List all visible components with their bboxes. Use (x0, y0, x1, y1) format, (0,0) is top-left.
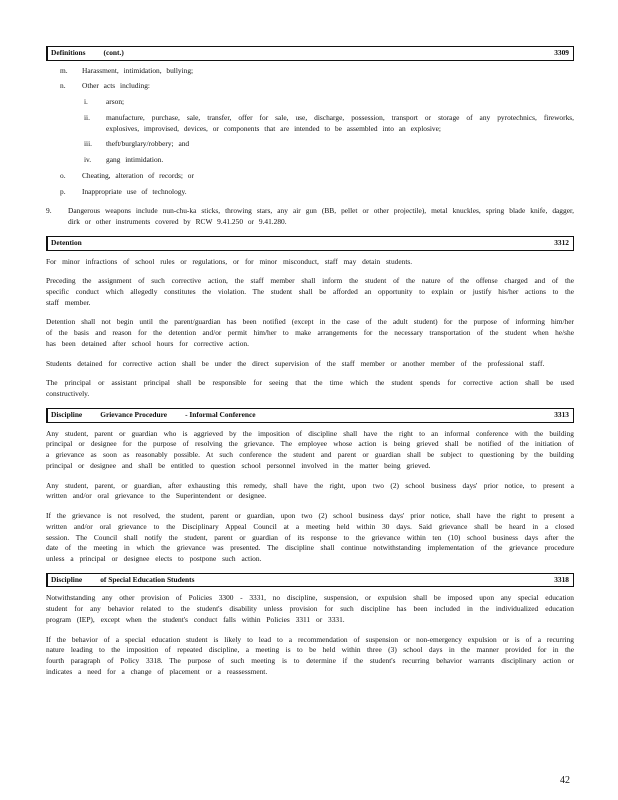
section-number: 3313 (554, 409, 569, 419)
item-label: i. (84, 97, 88, 107)
item-label: ii. (84, 112, 90, 122)
paragraph: Preceding the assignment of such corrective action, the staff member shall inform the student of the nature of the offense charged and of the specific conduct which allegedly constitutes the violation. The student shall be afforded an opportunity to explain or justify his/her actions to the staff member. (46, 276, 574, 307)
section-number: 3312 (554, 237, 569, 247)
item-label: p. (60, 186, 66, 196)
section-title: Definitions (51, 48, 86, 57)
section-title-3: - Informal Conference (185, 409, 256, 419)
paragraph: Students detained for corrective action shall be under the direct supervision of the staff member or another member of the professional staff. (46, 358, 545, 368)
paragraph: Detention shall not begin until the parent/guardian has been notified (except in the case of the adult student) for the purpose of informing him/her of the basis and reason for the detention and/or permit him/her to make arrangements for the necessary transportation of the student when he/she has been detained after school hours for corrective action. (46, 317, 574, 348)
item-label: iii. (84, 139, 93, 149)
item-text: manufacture, purchase, sale, transfer, offer for sale, use, discharge, possession, transport or storage of any pyrotechnics, fireworks, explosives, improvised, devices, or components that are intended to be assembled into an explosive; (106, 112, 574, 133)
list-item (60, 66, 574, 77)
paragraph: If the behavior of a special education student is likely to lead to a recommendation of suspension or non-emergency expulsion or is of a recurring nature leading to the imposition of repeated discipline, a meeting is to be held within three (3) school days in the manner provided for in the fourth paragraph of Policy 3318. The purpose of such meeting is to determine if the student's recurring behavior warrants disciplinary action or indicates a need for a change of placement or a reassessment. (46, 634, 574, 676)
list-item (60, 187, 574, 198)
item-label: n. (60, 81, 66, 91)
item-text: Harassment, intimidation, bullying; (82, 65, 194, 75)
list-subitem (84, 155, 574, 166)
section-title-2: of Special Education Students (100, 574, 195, 584)
list-item (60, 81, 574, 92)
paragraph: Any student, parent, or guardian, after exhausting this remedy, shall have the right, upon two (2) school business days' prior notice, to present a written and/or oral grievance to the Superintendent or designee. (46, 480, 574, 501)
item-text: theft/burglary/robbery; and (106, 139, 190, 149)
item-text: gang intimidation. (106, 155, 164, 165)
list-subitem (84, 97, 574, 108)
list-item (60, 171, 574, 182)
item-text: Inappropriate use of technology. (82, 186, 187, 196)
section-header-grievance (46, 408, 574, 423)
item-text: Dangerous weapons include nun-chu-ka sticks, throwing stars, any air gun (BB, pellet or other projectile), metal knuckles, spring blade knife, dagger, dirk or other instruments covered by RCW 9.41.250 or 9.41.280. (68, 206, 574, 227)
section-title: Detention (51, 237, 82, 247)
section-header-detention (46, 236, 574, 251)
section-header-definitions (46, 46, 574, 61)
list-item-9 (46, 206, 574, 227)
item-text: arson; (106, 97, 125, 107)
item-label: o. (60, 170, 66, 180)
item-label: m. (60, 65, 68, 75)
section-header-special-education (46, 573, 574, 588)
section-title: Discipline (51, 409, 83, 419)
section-title: Discipline (51, 574, 83, 584)
paragraph: If the grievance is not resolved, the student, parent or guardian, upon two (2) school business days' prior notice, shall have the right to present a written and/or oral grievance to the Disciplinary Appeal Council at a meeting held within 30 days. Said grievance shall be heard in a closed session. The Council shall notify the student, parent or guardian of its response to the grievance within ten (10) school business days after the date of the meeting in which the grievance was presented. The discipline shall continue notwithstanding implementation of the grievance procedure unless a principal or designee elects to postpone such action. (46, 511, 574, 563)
section-subtitle: (cont.) (103, 48, 124, 57)
item-label: 9. (46, 206, 52, 216)
document-page (46, 46, 574, 678)
section-title-2: Grievance Procedure (100, 409, 168, 419)
paragraph: The principal or assistant principal shall be responsible for seeing that the time which the student spends for corrective action shall be used constructively. (46, 378, 574, 399)
item-text: Cheating, alteration of records; or (82, 170, 194, 180)
paragraph: Notwithstanding any other provision of Policies 3300 - 3331, no discipline, suspension, or expulsion shall be imposed upon any special education student for any behavior related to the student's disability unless provision for such discipline has been included in the individualized education program (IEP), except when the student's conduct falls within Policies 3311 or 3331. (46, 593, 574, 624)
section-number: 3318 (554, 574, 569, 584)
paragraph: Any student, parent or guardian who is aggrieved by the imposition of discipline shall have the right to an informal conference with the building principal or designee for the purpose of resolving the grievance. The employee whose action is being grieved shall be notified of the initiation of a grievance as soon as reasonably possible. At such conference the student and parent or guardian shall be subject to questioning by the building principal or designee and shall be entitled to question school personnel involved in the matter being grieved. (46, 428, 574, 470)
paragraph: For minor infractions of school rules or regulations, or for minor misconduct, staff may detain students. (46, 256, 413, 266)
list-subitem (84, 139, 574, 150)
item-label: iv. (84, 155, 92, 165)
item-text: Other acts including: (82, 81, 150, 91)
section-number: 3309 (554, 48, 569, 57)
page-number: 42 (560, 775, 570, 786)
list-subitem (84, 113, 574, 134)
